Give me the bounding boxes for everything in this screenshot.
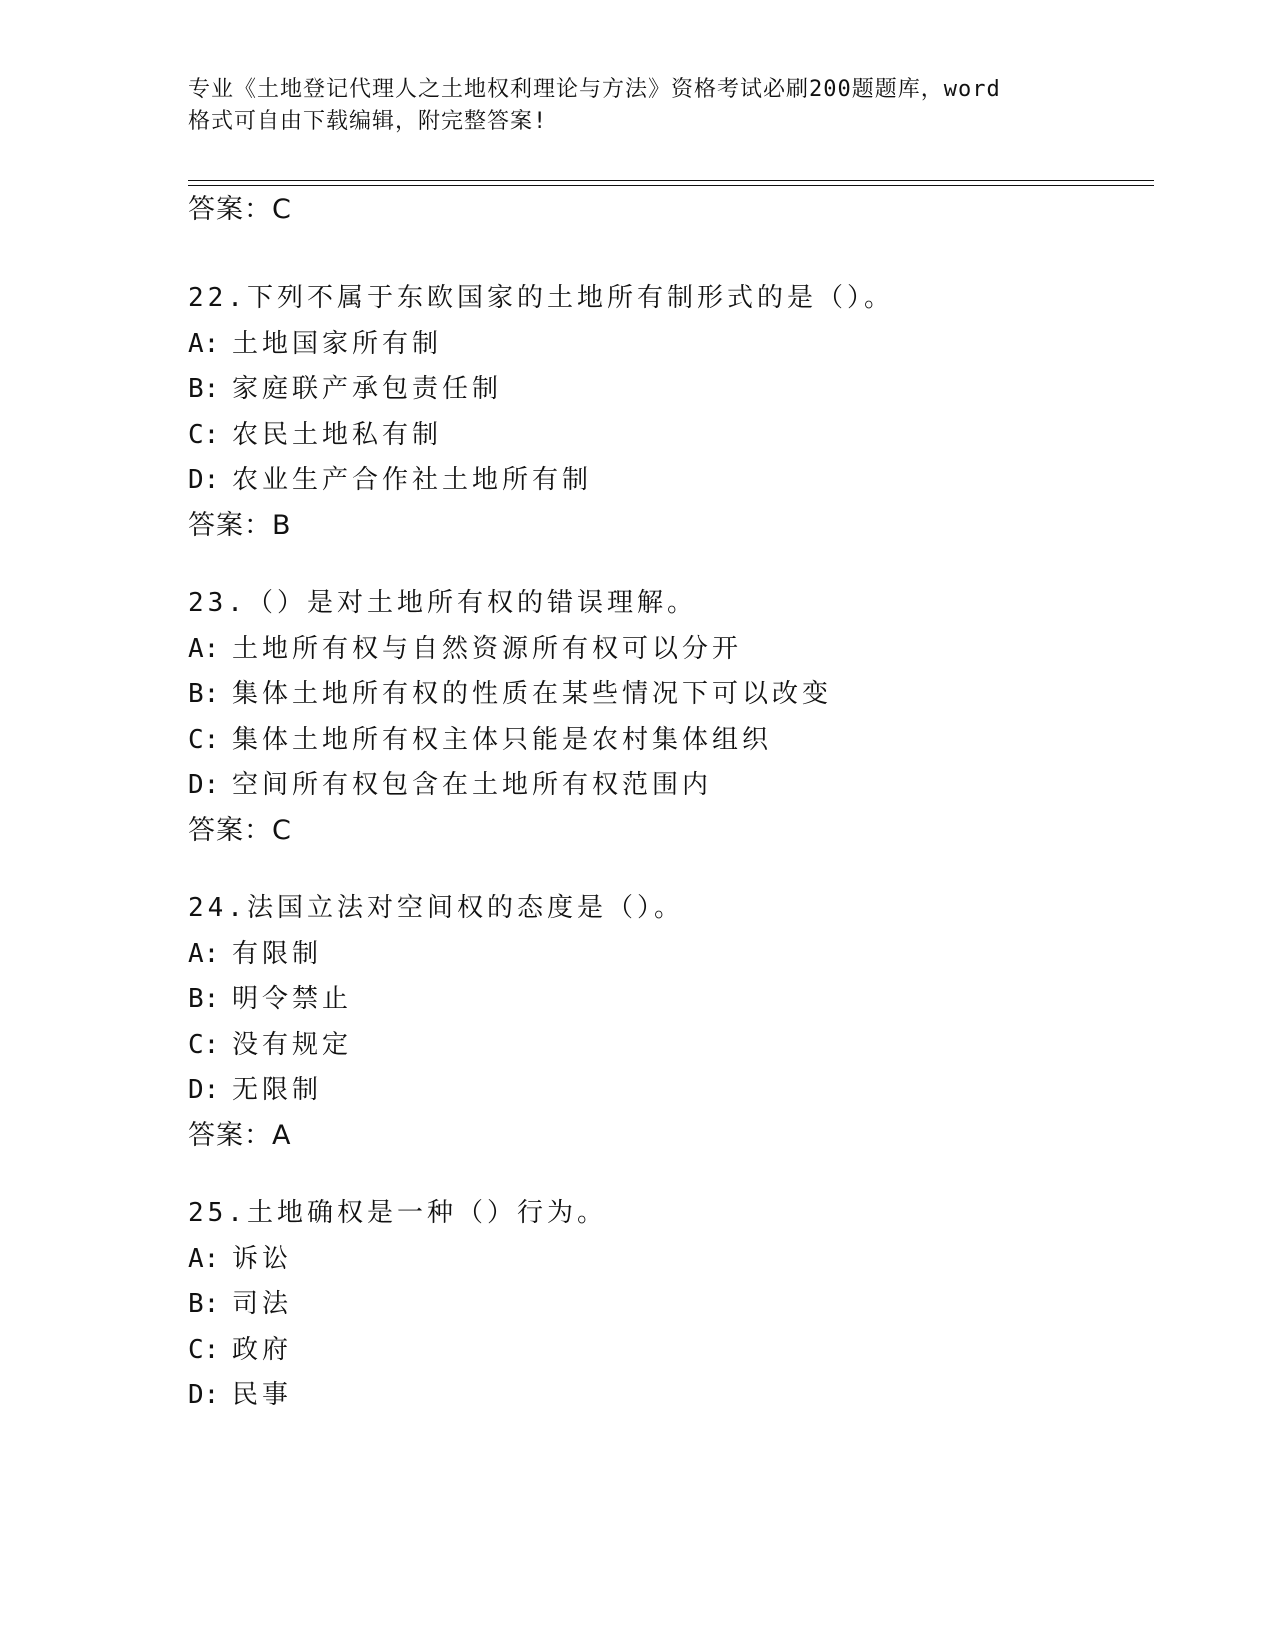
question-24 [188, 891, 1148, 1164]
option-key: C: [188, 1029, 220, 1060]
option-text: 集体土地所有权主体只能是农村集体组织 [232, 724, 773, 755]
option-key: A: [188, 1243, 220, 1274]
option-d [188, 768, 1148, 814]
answer [188, 814, 1148, 859]
answer-value: A [272, 1119, 292, 1151]
header-line-2: 格式可自由下载编辑，附完整答案! [188, 109, 548, 134]
option-key: D: [188, 465, 220, 495]
answer-label: 答案： [188, 509, 272, 541]
option-c [188, 1028, 1148, 1074]
option-c [188, 418, 1148, 464]
option-d [188, 463, 1148, 509]
option-c [188, 723, 1148, 769]
document-header [188, 74, 1088, 138]
question-stem: 25.土地确权是一种（）行为。 [188, 1198, 607, 1228]
option-d [188, 1378, 1148, 1424]
option-text: 政府 [232, 1334, 293, 1365]
option-key: C: [188, 724, 220, 755]
option-text: 空间所有权包含在土地所有权范围内 [232, 770, 713, 800]
answer-label: 答案： [188, 1119, 272, 1151]
option-a [188, 327, 1148, 373]
question-stem: 23.（）是对土地所有权的错误理解。 [188, 588, 697, 618]
option-key: D: [188, 1075, 220, 1105]
header-line-1: 专业《土地登记代理人之土地权利理论与方法》资格考试必刷200题题库，word [188, 77, 1001, 102]
option-key: D: [188, 1380, 220, 1410]
option-text: 无限制 [232, 1075, 323, 1105]
previous-answer [188, 193, 292, 227]
option-key: C: [188, 1334, 220, 1365]
option-text: 家庭联产承包责任制 [232, 374, 503, 404]
option-text: 集体土地所有权的性质在某些情况下可以改变 [232, 679, 833, 709]
option-text: 土地国家所有制 [232, 328, 443, 359]
option-text: 没有规定 [232, 1029, 353, 1060]
option-text: 土地所有权与自然资源所有权可以分开 [232, 633, 743, 664]
option-key: B: [188, 679, 220, 709]
option-key: B: [188, 374, 220, 404]
option-a [188, 1242, 1148, 1288]
answer-label: 答案： [188, 814, 272, 846]
option-key: A: [188, 328, 220, 359]
option-b [188, 372, 1148, 418]
option-key: B: [188, 984, 220, 1014]
answer-value: B [272, 509, 292, 541]
option-text: 民事 [232, 1380, 293, 1410]
option-text: 司法 [232, 1289, 293, 1319]
option-b [188, 1287, 1148, 1333]
answer-label: 答案： [188, 194, 272, 225]
option-key: B: [188, 1289, 220, 1319]
option-a [188, 632, 1148, 678]
option-text: 有限制 [232, 938, 323, 969]
header-divider-bottom [188, 185, 1154, 186]
answer [188, 1119, 1148, 1164]
option-a [188, 937, 1148, 983]
question-stem: 24.法国立法对空间权的态度是（）。 [188, 893, 684, 923]
answer [188, 509, 1148, 554]
option-text: 诉讼 [232, 1243, 293, 1274]
option-key: D: [188, 770, 220, 800]
question-25 [188, 1196, 1148, 1424]
header-divider-top [188, 180, 1154, 181]
option-text: 农民土地私有制 [232, 419, 443, 450]
option-key: C: [188, 419, 220, 450]
option-b [188, 982, 1148, 1028]
option-key: A: [188, 938, 220, 969]
option-c [188, 1333, 1148, 1379]
question-22 [188, 281, 1148, 554]
option-d [188, 1073, 1148, 1119]
answer-value: C [272, 194, 292, 225]
answer-value: C [272, 814, 292, 846]
question-stem: 22.下列不属于东欧国家的土地所有制形式的是（）。 [188, 283, 894, 313]
option-key: A: [188, 633, 220, 664]
option-text: 农业生产合作社土地所有制 [232, 465, 593, 495]
option-b [188, 677, 1148, 723]
question-23 [188, 586, 1148, 859]
option-text: 明令禁止 [232, 984, 353, 1014]
